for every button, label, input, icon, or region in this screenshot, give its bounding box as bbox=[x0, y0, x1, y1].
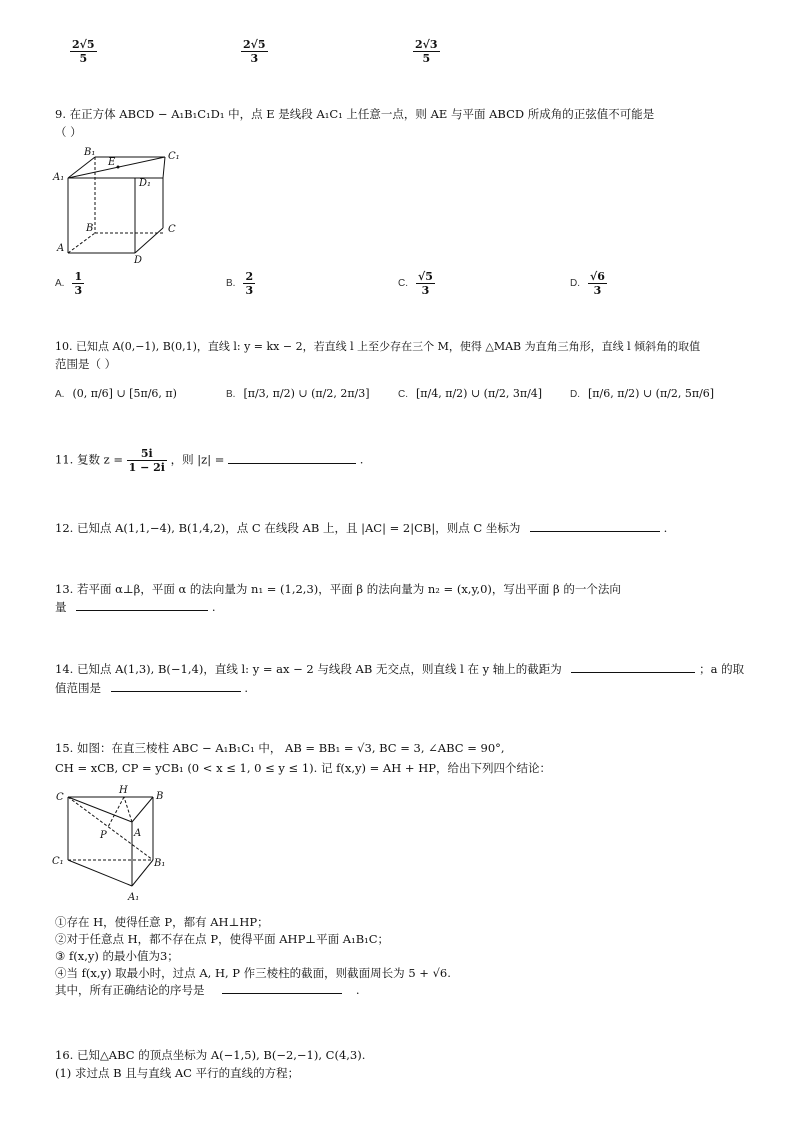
q12: 12. 已知点 A(1,1,−4), B(1,4,2)，点 C 在线段 AB 上，且 |AC| = 2|CB|，则点 C 坐标为 . bbox=[55, 521, 668, 535]
q15-item-4: ④当 f(x,y) 取最小时，过点 A, H, P 作三棱柱的截面，则截面周长为 5 + √6. bbox=[55, 966, 451, 980]
label-a: A bbox=[57, 243, 65, 254]
q15-item-1: ①存在 H，使得任意 P，都有 AH⊥HP； bbox=[55, 915, 269, 929]
point-e bbox=[117, 166, 120, 169]
edge bbox=[135, 228, 163, 253]
edge-ca bbox=[68, 797, 132, 822]
q16-line1: 16. 已知△ABC 的顶点坐标为 A(−1,5), B(−2,−1), C(4,3). bbox=[55, 1048, 366, 1062]
answer-blank[interactable] bbox=[530, 519, 660, 532]
answer-blank[interactable] bbox=[222, 981, 342, 994]
hidden-edge bbox=[68, 233, 95, 253]
label-d1: D₁ bbox=[139, 178, 152, 189]
label-b1: B₁ bbox=[84, 147, 96, 158]
q15-line1: 15. 如图：在直三棱柱 ABC − A₁B₁C₁ 中， AB = BB₁ = √3, BC = 3, ∠ABC = 90°, bbox=[55, 741, 505, 755]
fraction: $\frac{2√3}{5}$ bbox=[415, 38, 438, 65]
q10-text-line2: 范围是（ ） bbox=[55, 357, 117, 371]
q10-text-line1: 10. 已知点 A(0,−1), B(0,1)，直线 l: y = kx − 2，若直线 l 上至少存在三个 M，使得 △MAB 为直角三角形，直线 l 倾斜角的取值 bbox=[55, 340, 701, 353]
q15-item-2: ②对于任意点 H，都不存在点 P，使得平面 AHP⊥平面 A₁B₁C； bbox=[55, 932, 390, 946]
edge-c1a1 bbox=[68, 860, 132, 886]
label-a1: A₁ bbox=[128, 892, 140, 903]
prism-diagram bbox=[48, 782, 178, 907]
q9-paren: （ ） bbox=[55, 125, 82, 139]
fraction: $\frac{2√5}{3}$ bbox=[243, 38, 266, 65]
label-b: B bbox=[86, 223, 94, 234]
q13-line1: 13. 若平面 α⊥β，平面 α 的法向量为 n₁ = (1,2,3)，平面 β 的法向量为 n₂ = (x,y,0)，写出平面 β 的一个法向 bbox=[55, 582, 621, 596]
cube-diagram bbox=[50, 145, 190, 265]
q8-option-a bbox=[70, 38, 97, 65]
fraction: $\frac{2√5}{5}$ bbox=[72, 38, 95, 65]
label-c1: C₁ bbox=[168, 151, 180, 162]
label-d: D bbox=[134, 255, 143, 265]
q8-option-b bbox=[241, 38, 268, 65]
segment-ah bbox=[124, 797, 132, 822]
q15-conclusion: 其中，所有正确结论的序号是 . bbox=[55, 983, 360, 997]
label-e: E bbox=[108, 157, 116, 168]
label-c1: C₁ bbox=[52, 856, 64, 867]
q9-option-a: A. $\frac{1}{3}$ bbox=[55, 270, 83, 297]
label-a1: A₁ bbox=[53, 172, 65, 183]
answer-blank[interactable] bbox=[228, 451, 356, 464]
edge-b1a1 bbox=[132, 860, 153, 886]
q11: 11. 复数 z = $\frac{5i}{1 - 2i}$ ，则 |z| = . bbox=[55, 447, 364, 474]
q8-option-c bbox=[413, 38, 440, 65]
q16-line2: (1) 求过点 B 且与直线 AC 平行的直线的方程； bbox=[55, 1066, 300, 1080]
label-a: A bbox=[134, 828, 142, 839]
q9-option-d: D. $\frac{√6}{3}$ bbox=[570, 270, 605, 297]
q15-item-3: ③ f(x,y) 的最小值为3； bbox=[55, 949, 179, 963]
segment-hp bbox=[108, 797, 124, 827]
q9-option-b: B. $\frac{2}{3}$ bbox=[226, 270, 254, 297]
answer-blank[interactable] bbox=[111, 679, 241, 692]
q13-line2: 量 . bbox=[55, 600, 216, 614]
q14-line1: 14. 已知点 A(1,3), B(−1,4)，直线 l: y = ax − 2 与线段 AB 无交点，则直线 l 在 y 轴上的截距为 ；a 的取 bbox=[55, 662, 745, 676]
q15-line2: CH = xCB, CP = yCB₁ (0 < x ≤ 1, 0 ≤ y ≤ 1). 记 f(x,y) = AH + HP，给出下列四个结论： bbox=[55, 761, 551, 775]
label-c: C bbox=[168, 224, 176, 235]
label-b1: B₁ bbox=[154, 858, 166, 869]
edge bbox=[163, 157, 165, 178]
q9-text: 9. 在正方体 ABCD − A₁B₁C₁D₁ 中，点 E 是线段 A₁C₁ 上任意一点，则 AE 与平面 ABCD 所成角的正弦值不可能是 bbox=[55, 107, 655, 121]
fraction: $\frac{5i}{1 - 2i}$ bbox=[128, 447, 165, 474]
answer-blank[interactable] bbox=[76, 598, 208, 611]
q9-option-c: C. $\frac{√5}{3}$ bbox=[398, 270, 433, 297]
label-h: H bbox=[119, 785, 128, 796]
label-b: B bbox=[156, 791, 164, 802]
q10-option-b: B. [π/3, π/2) ∪ (π/2, 2π/3] bbox=[226, 387, 370, 400]
edge-ab bbox=[132, 797, 153, 822]
q14-line2: 值范围是 . bbox=[55, 681, 248, 695]
label-p: P bbox=[100, 830, 107, 841]
diagonal-a1c1 bbox=[68, 157, 165, 178]
label-c: C bbox=[56, 792, 64, 803]
q10-option-a: A. (0, π/6] ∪ [5π/6, π) bbox=[55, 387, 177, 400]
answer-blank[interactable] bbox=[571, 660, 695, 673]
q10-option-d: D. [π/6, π/2) ∪ (π/2, 5π/6] bbox=[570, 387, 715, 400]
q10-option-c: C. [π/4, π/2) ∪ (π/2, 3π/4] bbox=[398, 387, 543, 400]
